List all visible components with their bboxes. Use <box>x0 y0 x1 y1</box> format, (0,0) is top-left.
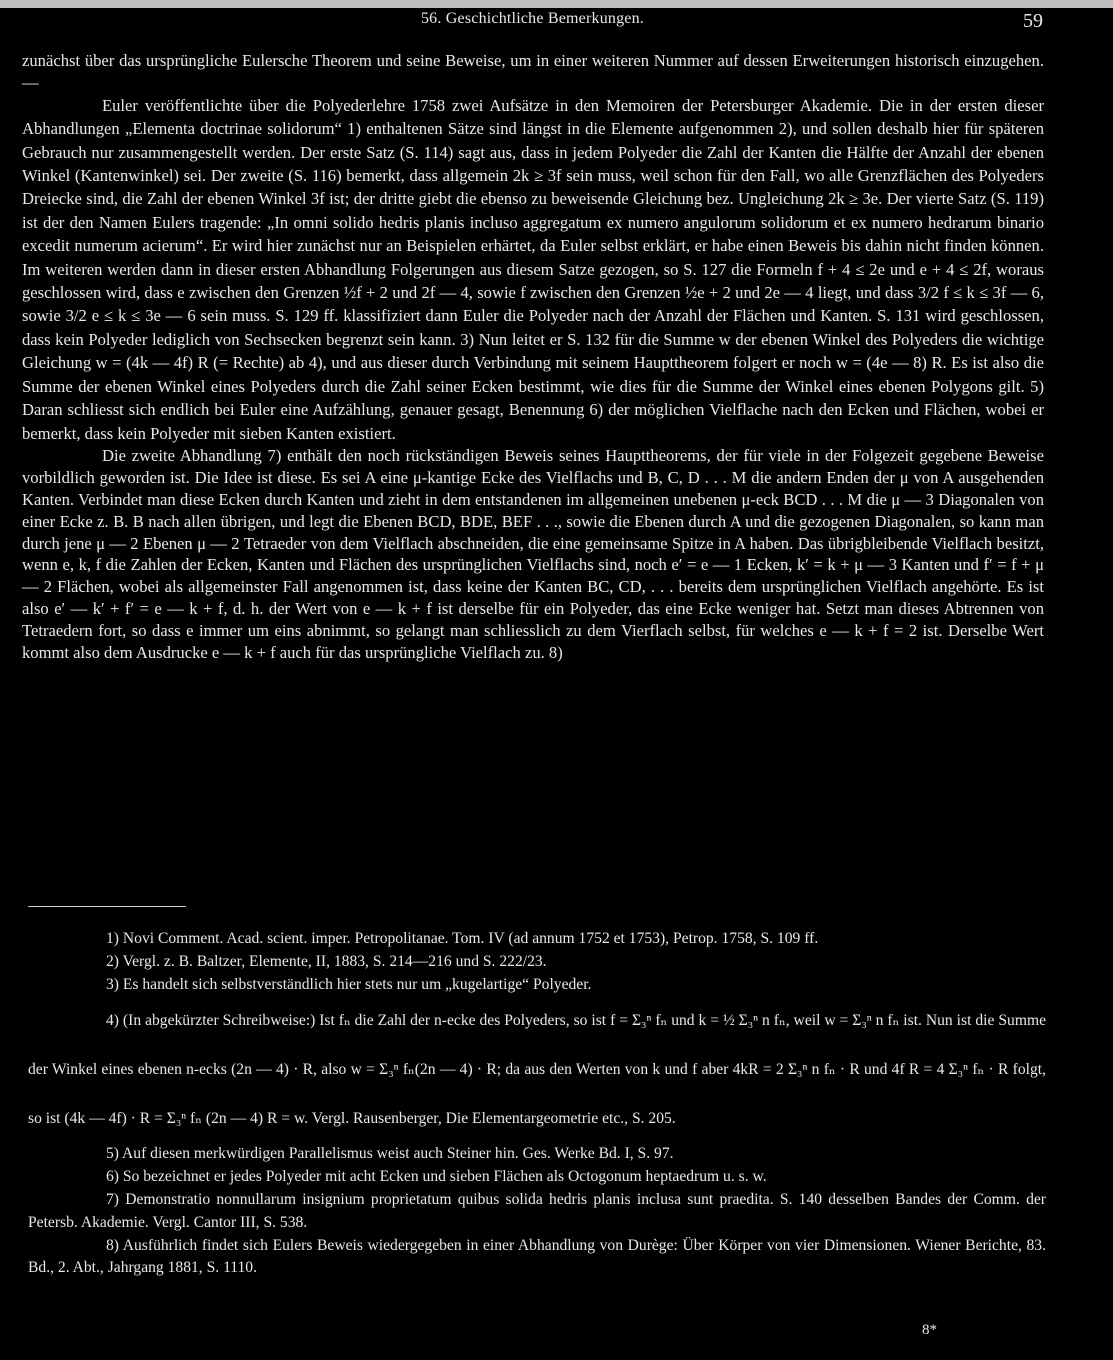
footnote-5: 5) Auf diesen merkwürdigen Parallelismus weist auch Steiner hin. Ges. Werke Bd. I, S. 97. <box>106 1145 674 1163</box>
footnote-3: 3) Es handelt sich selbstverständlich hier stets nur um „kugelartige“ Polyeder. <box>106 975 592 993</box>
footnote-separator <box>28 906 186 907</box>
footnote-4: 4) (In abgekürzter Schreibweise:) Ist fₙ die Zahl der n-ecke des Polyeders, so ist f = Σ₃ⁿ fₙ und k = ½ Σ₃ⁿ n fₙ, weil w = Σ₃ⁿ n fₙ ist. Nun ist die Summe der Winkel eines ebenen n-ecks (2n — 4) · R, also w = Σ₃ⁿ fₙ(2n — 4) · R; da aus den Werten von k und f aber 4kR = 2 Σ₃ⁿ n fₙ · R und 4f R = 4 Σ₃ⁿ fₙ · R folgt, so ist (4k — 4f) · R = Σ₃ⁿ fₙ (2n — 4) R = w. Vergl. Rausenberger, Die Elementargeometrie etc., S. 205. <box>28 1012 1046 1128</box>
page-number: 59 <box>1023 10 1043 32</box>
footnotes <box>28 928 1046 1280</box>
paragraph-3: Die zweite Abhandlung 7) enthält den noch rückständigen Beweis seines Haupttheorems, der für viele in der Folgezeit gegebene Beweise vorbildlich geworden ist. Die Idee ist diese. Es sei A eine μ-kantige Ecke des Vielflachs und B, C, D . . . M die andern Enden der μ von A ausgehenden Kanten. Verbindet man diese Ecken durch Kanten und zieht in dem entstandenen im allgemeinen unebenen μ-eck BCD . . . M die μ — 3 Diagonalen von einer Ecke z. B. B nach allen übrigen, und legt die Ebenen BCD, BDE, BEF . . ., sowie die Ebenen durch A und die gezogenen Diagonalen, so kann man durch jene μ — 2 Ebenen μ — 2 Tetraeder von dem Vielflach abschneiden, die eine gemeinsame Spitze in A haben. Das übrigbleibende Vielflach besitzt, wenn e, k, f die Zahlen der Ecken, Kanten und Flächen des ursprünglichen Vielflachs sind, noch e′ = e — 1 Ecken, k′ = k + μ — 3 Kanten und f′ = f + μ — 2 Flächen, wobei als allgemeinster Fall angenommen ist, dass keine der Kanten BC, CD, . . . bereits dem ursprünglichen Vielflach angehörte. Es ist also e′ — k′ + f′ = e — k + f, d. h. der Wert von e — k + f ist derselbe für ein Polyeder, das eine Ecke weniger hat. Setzt man dieses Abtrennen von Tetraedern fort, so dass e immer um eins abnimmt, so gelangt man schliesslich zu dem Vierflach selbst, für welches e — k + f = 2 ist. Derselbe Wert kommt also dem Ausdrucke e — k + f auch für das ursprüngliche Vielflach zu. 8) <box>22 445 1044 663</box>
footnote-2: 2) Vergl. z. B. Baltzer, Elemente, II, 1883, S. 214—216 und S. 222/23. <box>106 952 547 970</box>
window-top-strip <box>0 0 1113 8</box>
footnote-7: 7) Demonstratio nonnullarum insignium proprietatum quibus solida hedris planis inclusa sunt praedita. S. 140 desselben Bandes der Comm. der Petersb. Akademie. Vergl. Cantor III, S. 538. <box>28 1190 1046 1231</box>
paragraph-1: zunächst über das ursprüngliche Eulersche Theorem und seine Beweise, um in einer weiteren Nummer auf dessen Erweiterungen historisch einzugehen. — <box>22 51 1044 92</box>
footnote-6: 6) So bezeichnet er jedes Polyeder mit acht Ecken und sieben Flächen als Octogonum heptaedrum u. s. w. <box>106 1168 767 1186</box>
sheet-signature: 8* <box>922 1322 937 1338</box>
running-header <box>0 10 1113 34</box>
footnote-8: 8) Ausführlich findet sich Eulers Beweis wiedergegeben in einer Abhandlung von Durège: Über Körper von vier Dimensionen. Wiener Berichte, 83. Bd., 2. Abt., Jahrgang 1881, S. 1110. <box>28 1236 1046 1277</box>
footnote-1: 1) Novi Comment. Acad. scient. imper. Petropolitanae. Tom. IV (ad annum 1752 et 1753), Petrop. 1758, S. 109 ff. <box>106 930 819 947</box>
paragraph-2: Euler veröffentlichte über die Polyederlehre 1758 zwei Aufsätze in den Memoiren der Petersburger Akademie. Die in der ersten dieser Abhandlungen „Elementa doctrinae solidorum“ 1) enthaltenen Sätze sind längst in die Elemente aufgenommen 2), und sollen deshalb hier für späteren Gebrauch nur zusammengestellt werden. Der erste Satz (S. 114) sagt aus, dass in jedem Polyeder die Zahl der Kanten die Hälfte der Anzahl der ebenen Winkel (Kantenwinkel) sei. Der zweite (S. 116) bemerkt, dass allgemein 2k ≥ 3f sein muss, weil schon für den Fall, wo alle Grenzflächen des Polyeders Dreiecke sind, die Zahl der ebenen Winkel 3f ist; der dritte giebt die ebenso zu beweisende Gleichung bez. Ungleichung 2k ≥ 3e. Der vierte Satz (S. 119) ist der den Namen Eulers tragende: „In omni solido hedris planis incluso aggregatum ex numero angulorum solidorum et ex numero hedrarum binario excedit numerum acierum“. Er wird hier zunächst nur an Beispielen erhärtet, da Euler selbst erklärt, er habe einen Beweis bis dahin nicht finden können. Im weiteren werden dann in dieser ersten Abhandlung Folgerungen aus diesem Satze gezogen, so S. 127 die Formeln f + 4 ≤ 2e und e + 4 ≤ 2f, woraus geschlossen wird, dass e zwischen den Grenzen ½f + 2 und 2f — 4, sowie f zwischen den Grenzen ½e + 2 und 2e — 4 liegt, und dass 3/2 f ≤ k ≤ 3f — 6, sowie 3/2 e ≤ k ≤ 3e — 6 sein muss. S. 129 ff. klassifiziert dann Euler die Polyeder nach der Anzahl der Flächen und Kanten. S. 131 wird geschlossen, dass kein Polyeder lediglich von Sechsecken begrenzt sein kann. 3) Nun leitet er S. 132 für die Summe w der ebenen Winkel des Polyeders die wichtige Gleichung w = (4k — 4f) R (= Rechte) ab 4), und aus dieser durch Verbindung mit seinem Haupttheorem folgert er noch w = (4e — 8) R. Es ist also die Summe der ebenen Winkel eines Polyeders durch die Zahl seiner Ecken bestimmt, wie dies für die Summe der Winkel eines ebenen Polygons gilt. 5) Daran schliesst sich endlich bei Euler eine Aufzählung, genauer gesagt, Benennung 6) der möglichen Vielflache nach den Ecken und Flächen, wobei er bemerkt, dass kein Polyeder mit sieben Kanten existiert. <box>22 95 1044 443</box>
main-text <box>22 50 1044 664</box>
running-head-title: 56. Geschichtliche Bemerkungen. <box>420 10 645 27</box>
